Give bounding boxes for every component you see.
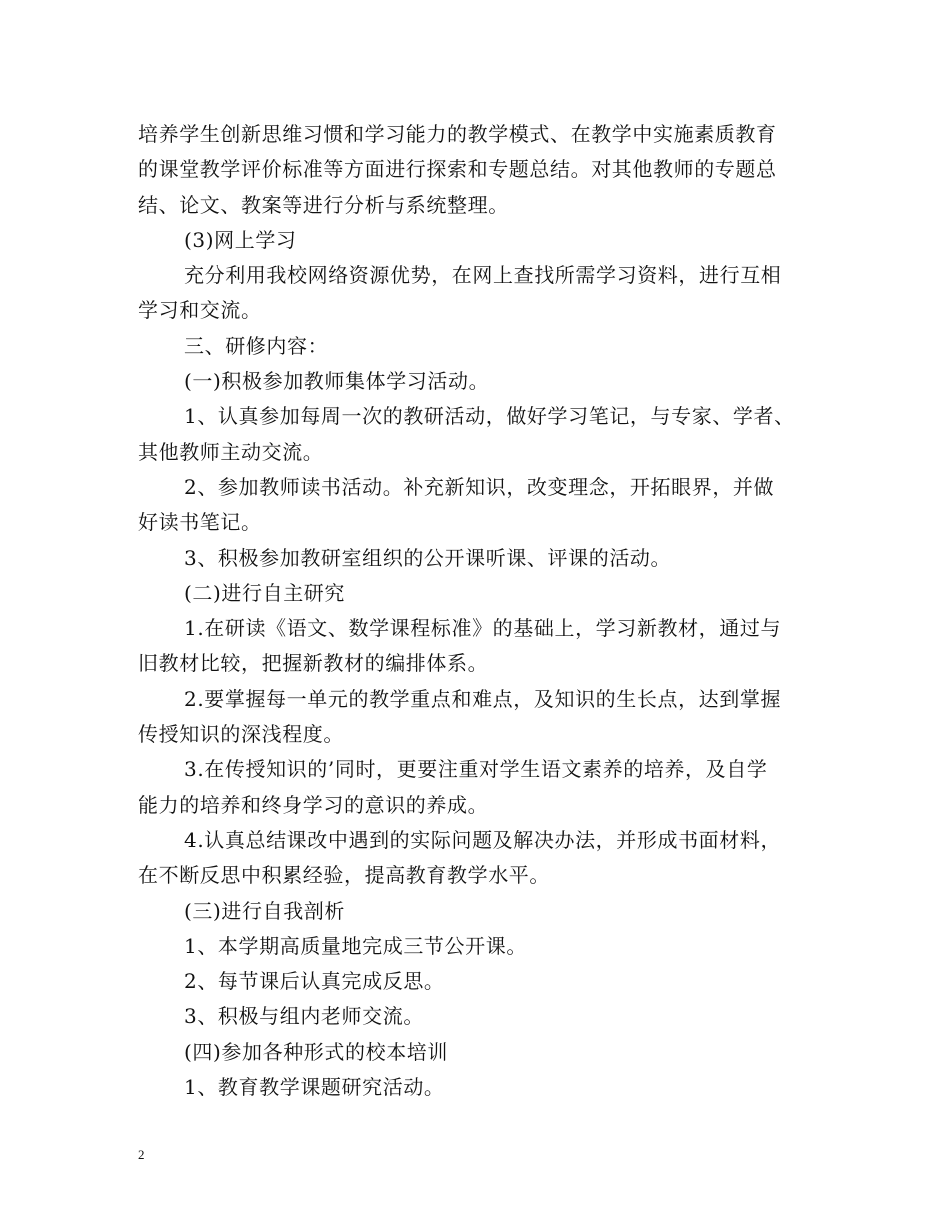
text-line: 1.在研读《语文、数学课程标准》的基础上，学习新教材，通过与	[184, 616, 782, 641]
text-line: 在不断反思中积累经验，提高教育教学水平。	[138, 863, 550, 888]
text-line: 3.在传授知识的’同时，更要注重对学生语文素养的培养，及自学	[184, 757, 768, 782]
text-line: 2.要掌握每一单元的教学重点和难点，及知识的生长点，达到掌握	[184, 686, 782, 711]
text-line: 能力的培养和终身学习的意识的养成。	[138, 792, 489, 817]
text-line: 培养学生创新思维习惯和学习能力的教学模式、在教学中实施素质教育	[138, 122, 777, 146]
text-line: (四)参加各种形式的校本培训	[184, 1039, 449, 1064]
text-line: (三)进行自我剖析	[184, 898, 346, 923]
text-line: 的课堂教学评价标准等方面进行探索和专题总结。对其他教师的专题总	[138, 157, 777, 182]
document-body	[138, 117, 828, 1105]
text-line: 好读书笔记。	[138, 510, 262, 535]
text-line: 1、本学期高质量地完成三节公开课。	[184, 933, 527, 958]
text-line: 1、教育教学课题研究活动。	[184, 1075, 445, 1100]
text-line: 结、论文、教案等进行分析与系统整理。	[138, 192, 509, 217]
text-line: 三、研修内容：	[184, 333, 329, 358]
text-line: 3、积极与组内老师交流。	[184, 1004, 424, 1029]
text-line: 2、每节课后认真完成反思。	[184, 969, 445, 994]
text-line: (3)网上学习	[184, 227, 297, 252]
text-line: (二)进行自主研究	[184, 580, 346, 605]
text-line: 传授知识的深浅程度。	[138, 722, 344, 747]
text-line: 3、积极参加教研室组织的公开课听课、评课的活动。	[184, 545, 672, 570]
text-line: 4.认真总结课改中遇到的实际问题及解决办法，并形成书面材料，	[184, 827, 782, 852]
page-number: 2	[138, 1147, 145, 1162]
text-line: 其他教师主动交流。	[138, 439, 324, 464]
text-line: 2、参加教师读书活动。补充新知识，改变理念，开拓眼界，并做	[184, 474, 775, 499]
text-line: 旧教材比较，把握新教材的编排体系。	[138, 651, 489, 676]
text-line: 学习和交流。	[138, 298, 262, 323]
text-line: 充分利用我校网络资源优势，在网上查找所需学习资料，进行互相	[184, 263, 782, 288]
text-line: 1、认真参加每周一次的教研活动，做好学习笔记，与专家、学者、	[184, 404, 795, 429]
text-line: (一)积极参加教师集体学习活动。	[184, 369, 490, 394]
